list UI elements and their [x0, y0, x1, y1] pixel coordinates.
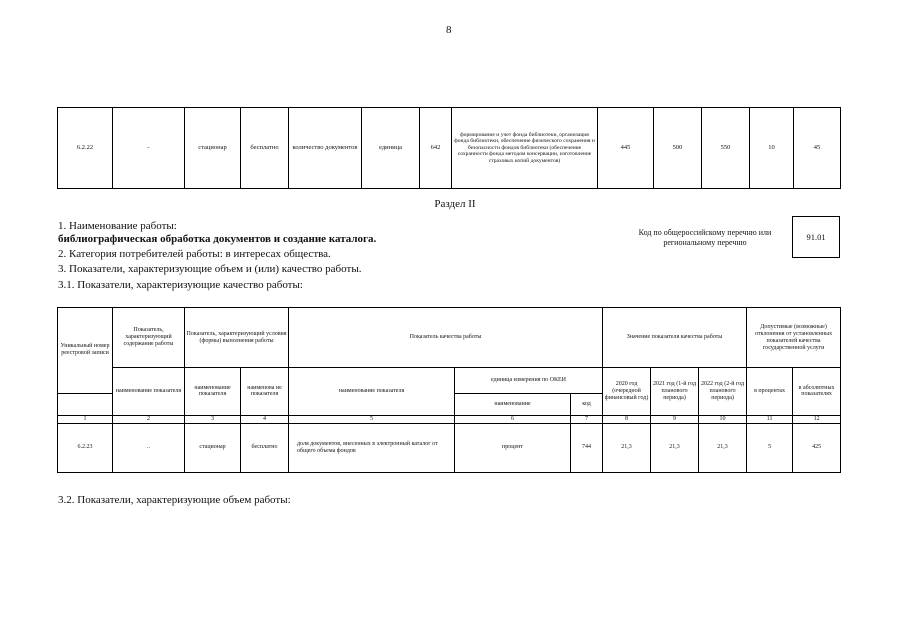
h-unique: Уникальный номер реестровой записи	[58, 308, 113, 394]
h-indicator-name-b: наименование показателя	[185, 368, 241, 415]
h-unit-name: наименование	[455, 393, 571, 415]
cell-2021: 500	[654, 108, 702, 189]
table-row	[58, 423, 841, 472]
page-number: 8	[446, 24, 452, 36]
h-y2022: 2022 год (2-й год планового периода)	[699, 368, 747, 415]
col-number: 8	[603, 415, 651, 423]
cell-2020: 445	[598, 108, 654, 189]
h-indicator-name-a: наименование показателя	[113, 368, 185, 415]
cell-2022: 21,3	[699, 423, 747, 472]
section-title: Раздел II	[434, 198, 476, 210]
cell-content: ..	[113, 423, 185, 472]
h-unique-blank	[58, 393, 113, 415]
code-label: Код по общероссийскому перечню или региональному перечню	[638, 228, 772, 248]
cell-percent: 10	[750, 108, 794, 189]
code-box	[792, 216, 840, 258]
h-indicator-name-c: наименова ие показателя	[241, 368, 289, 415]
consumers-line: 2. Категория потребителей работы: в интересах общества.	[58, 248, 331, 260]
h-conditions: Показатель, характеризующий условия (формы) выполнения работы	[185, 308, 289, 368]
h-percent: в процентах	[747, 368, 793, 415]
quality-line: 3.1. Показатели, характеризующие качество работы:	[58, 279, 303, 291]
cell-unit-code: 744	[571, 423, 603, 472]
cell-2020: 21,3	[603, 423, 651, 472]
col-number: 10	[699, 415, 747, 423]
top-table	[57, 107, 841, 189]
cell-form: бесплатно	[241, 423, 289, 472]
col-number: 4	[241, 415, 289, 423]
h-unit: единица измерения по ОКЕИ	[455, 368, 603, 393]
cell-percent: 5	[747, 423, 793, 472]
volume-line: 3.2. Показатели, характеризующие объем работы:	[58, 494, 291, 506]
col-number: 6	[455, 415, 571, 423]
cell-2022: 550	[702, 108, 750, 189]
work-name-label: 1. Наименование работы:	[58, 220, 177, 232]
cell-number: 6.2.23	[58, 423, 113, 472]
col-number: 2	[113, 415, 185, 423]
quality-table	[57, 307, 841, 473]
cell-number: 6.2.22	[58, 108, 113, 189]
col-number: 12	[793, 415, 841, 423]
h-quality-name: наименование показателя	[289, 368, 455, 415]
cell-unit-code: 642	[420, 108, 452, 189]
column-numbers-row	[58, 415, 841, 423]
cell-condition: стационар	[185, 108, 241, 189]
header-row-1	[58, 308, 841, 368]
h-deviation: Допустимые (возможные) отклонения от установленных показателей качества государственной услуги	[747, 308, 841, 368]
work-name-value: библиографическая обработка документов и создание каталога.	[58, 233, 377, 245]
col-number: 1	[58, 415, 113, 423]
h-content: Показатель, характеризующий содержание работы	[113, 308, 185, 368]
h-quality: Показатель качества работы	[289, 308, 603, 368]
cell-absolute: 45	[794, 108, 841, 189]
cell-condition: стационар	[185, 423, 241, 472]
col-number: 3	[185, 415, 241, 423]
h-absolute: в абсолютных показателях	[793, 368, 841, 415]
cell-quality-name: доля документов, внесенных в электронный каталог от общего объема фондов	[289, 423, 455, 472]
cell-absolute: 425	[793, 423, 841, 472]
cell-description: формирование и учет фонда библиотеки, организация фонда библиотеки, обеспечение физического сохранения и безопасности фондов библиотеки (обеспечение сохранности фонда методом консервации, изготовление страховых копий документов)	[452, 108, 598, 189]
cell-2021: 21,3	[651, 423, 699, 472]
h-unit-code: код	[571, 393, 603, 415]
h-y2021: 2021 год (1-й год планового периода)	[651, 368, 699, 415]
cell-unit-name: процент	[455, 423, 571, 472]
header-row-2	[58, 368, 841, 393]
h-values: Значение показателя качества работы	[603, 308, 747, 368]
col-number: 9	[651, 415, 699, 423]
cell-indicator-name: количество документов	[289, 108, 362, 189]
col-number: 11	[747, 415, 793, 423]
h-y2020: 2020 год (очередной финансовый год)	[603, 368, 651, 415]
col-number: 5	[289, 415, 455, 423]
table-row	[58, 108, 841, 189]
cell-unit-name: единица	[362, 108, 420, 189]
cell-form: бесплатно	[241, 108, 289, 189]
cell-content: -	[113, 108, 185, 189]
col-number: 7	[571, 415, 603, 423]
code-value: 91.01	[806, 232, 826, 242]
indicators-line: 3. Показатели, характеризующие объем и (или) качество работы.	[58, 263, 362, 275]
